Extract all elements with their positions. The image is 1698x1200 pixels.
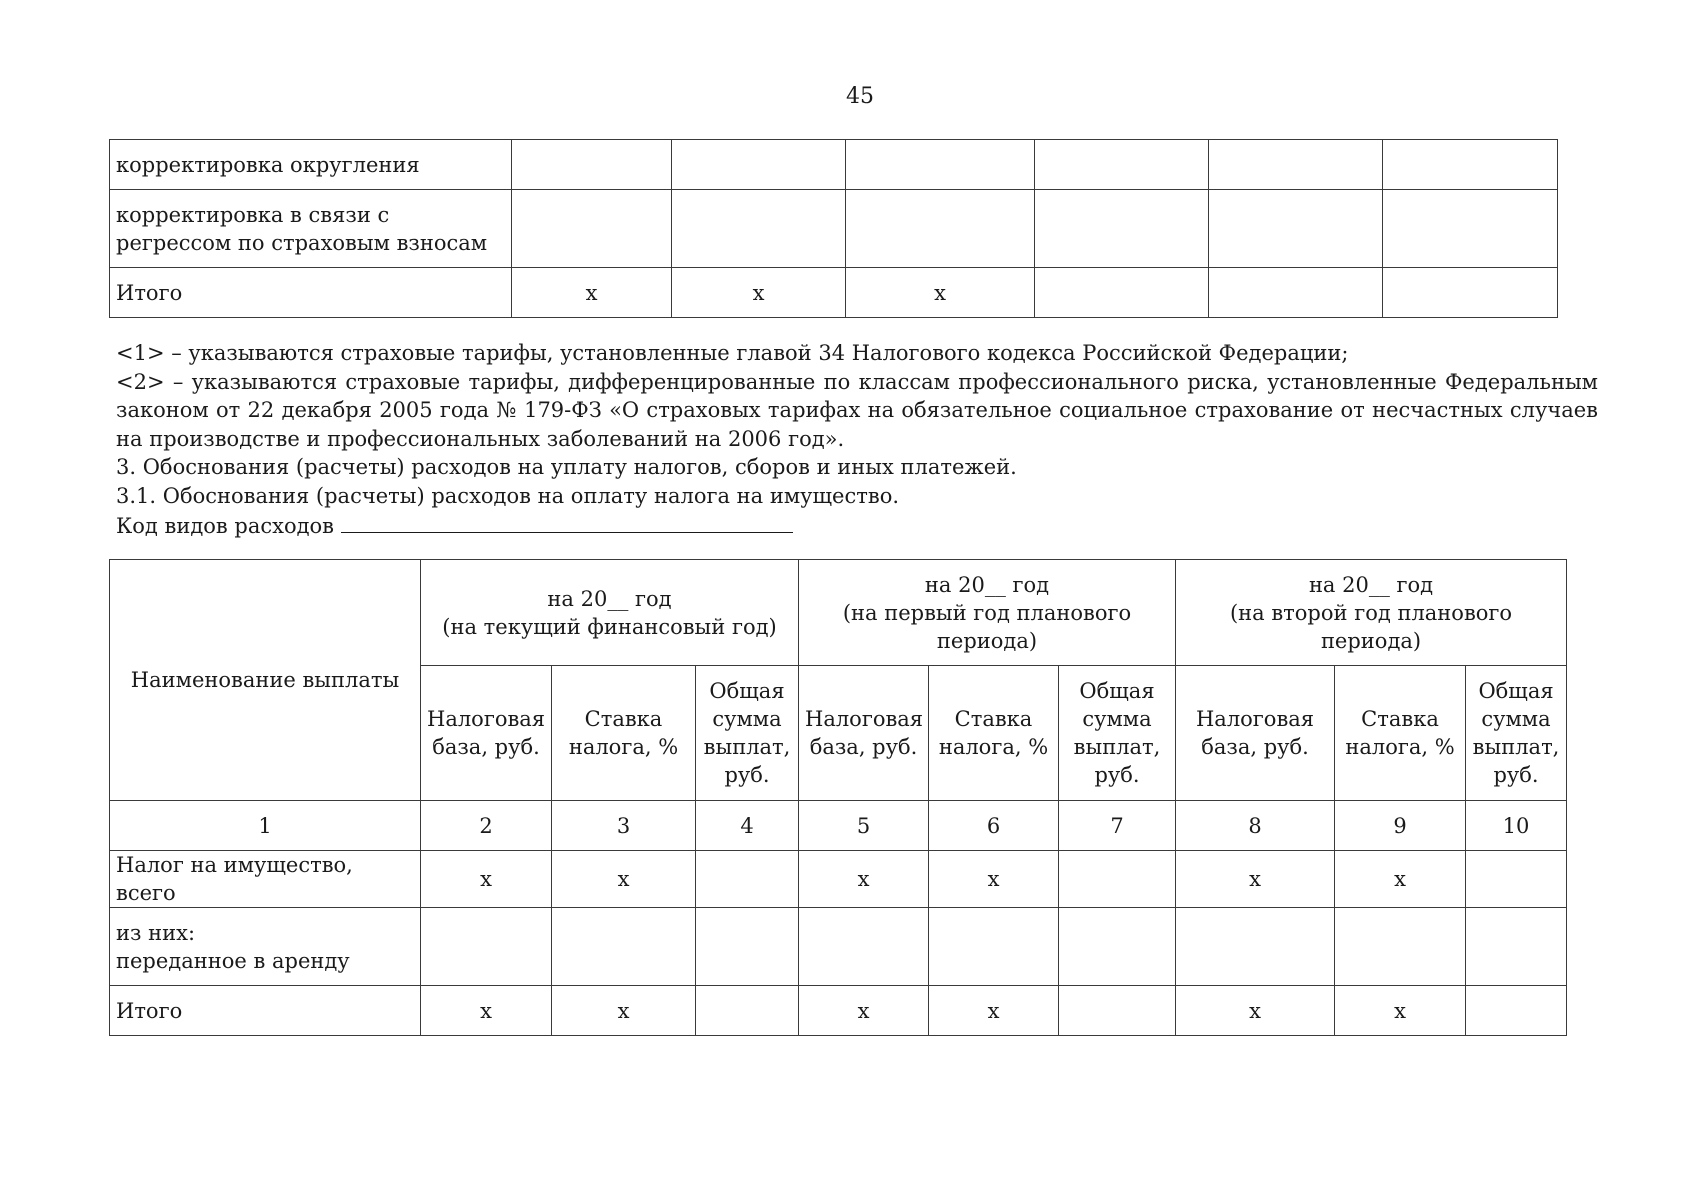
table-cell [672, 140, 846, 190]
column-number: 6 [929, 801, 1059, 851]
period-year: на 20__ год [924, 572, 1050, 597]
table-row [110, 190, 1558, 268]
row-label: Итого [110, 268, 512, 318]
row-label: Налог на имущество, всего [110, 851, 421, 908]
column-number: 7 [1059, 801, 1176, 851]
insurance-table-continuation [109, 139, 1558, 318]
table-cell: x [799, 986, 929, 1036]
table-cell: x [672, 268, 846, 318]
table-row [110, 908, 1567, 986]
table-cell: x [929, 851, 1059, 908]
table-cell [1035, 140, 1209, 190]
row-label: Итого [110, 986, 421, 1036]
table-row [110, 268, 1558, 318]
table-cell: x [1176, 986, 1335, 1036]
period-header-second-plan [1176, 560, 1567, 666]
table-cell [929, 908, 1059, 986]
row-label-line: переданное в аренду [116, 948, 350, 973]
table-cell: x [846, 268, 1035, 318]
table-cell: x [1335, 986, 1466, 1036]
table-cell: x [512, 268, 672, 318]
table-cell [1209, 140, 1383, 190]
subheader-total: Общая сумма выплат, руб. [1059, 666, 1176, 801]
subheader-total: Общая сумма выплат, руб. [696, 666, 799, 801]
subheader-tax-base: Налоговая база, руб. [1176, 666, 1335, 801]
table-cell: x [799, 851, 929, 908]
footnote-1: <1> – указываются страховые тарифы, установленные главой 34 Налогового кодекса Российской Федерации; [116, 341, 1349, 365]
column-number: 10 [1466, 801, 1567, 851]
table-cell [672, 190, 846, 268]
subheader-tax-rate: Ставка налога, % [552, 666, 696, 801]
table-cell [1059, 908, 1176, 986]
table-cell [696, 851, 799, 908]
table-cell [1035, 190, 1209, 268]
table-row [110, 140, 1558, 190]
table-cell [1466, 908, 1567, 986]
property-tax-table [109, 559, 1567, 1036]
table-cell [696, 908, 799, 986]
expense-code-blank [341, 510, 793, 533]
expense-code-line [116, 510, 1598, 541]
table-cell [1383, 190, 1558, 268]
table-cell: x [552, 986, 696, 1036]
header-row [110, 560, 1567, 666]
table-cell [1176, 908, 1335, 986]
row-label-line: из них: [116, 920, 196, 945]
column-number: 9 [1335, 801, 1466, 851]
table-cell: x [552, 851, 696, 908]
column-number: 1 [110, 801, 421, 851]
notes-block [116, 339, 1598, 541]
table-cell [846, 190, 1035, 268]
table-cell [696, 986, 799, 1036]
subheader-tax-rate: Ставка налога, % [1335, 666, 1466, 801]
table-cell [1383, 268, 1558, 318]
table-cell [512, 190, 672, 268]
table-row [110, 851, 1567, 908]
subheader-total: Общая сумма выплат, руб. [1466, 666, 1567, 801]
table-row [110, 986, 1567, 1036]
subheader-tax-rate: Ставка налога, % [929, 666, 1059, 801]
table-cell [799, 908, 929, 986]
table-cell: x [929, 986, 1059, 1036]
table-cell [512, 140, 672, 190]
expense-code-label: Код видов расходов [116, 514, 334, 538]
section-3-heading: 3. Обоснования (расчеты) расходов на уплату налогов, сборов и иных платежей. [116, 455, 1017, 479]
table-cell: x [1176, 851, 1335, 908]
row-label: корректировка округления [110, 140, 512, 190]
table-cell [421, 908, 552, 986]
footnote-2: <2> – указываются страховые тарифы, дифференцированные по классам профессионального риска, установленные Федеральным законом от 22 декабря 2005 года № 179-ФЗ «О страховых тарифах на обязательное социальное страхование от несчастных случаев на производстве и профессиональных заболеваний на 2006 год». [116, 369, 1598, 451]
period-desc: (на второй год планового периода) [1229, 600, 1513, 653]
table-cell [1209, 190, 1383, 268]
page-number: 45 [846, 84, 874, 109]
column-number: 2 [421, 801, 552, 851]
table-cell [1035, 268, 1209, 318]
table-cell: x [421, 986, 552, 1036]
column-number: 8 [1176, 801, 1335, 851]
subheader-tax-base: Налоговая база, руб. [799, 666, 929, 801]
table-cell [1335, 908, 1466, 986]
period-header-first-plan [799, 560, 1176, 666]
table-cell: x [1335, 851, 1466, 908]
row-label [110, 908, 421, 986]
period-desc: (на текущий финансовый год) [442, 614, 777, 639]
period-year: на 20__ год [1308, 572, 1434, 597]
period-desc: (на первый год планового периода) [842, 600, 1132, 653]
row-label: корректировка в связи с регрессом по страховым взносам [110, 190, 512, 268]
period-year: на 20__ год [547, 586, 672, 611]
subheader-tax-base: Налоговая база, руб. [421, 666, 552, 801]
column-number-row [110, 801, 1567, 851]
table-cell [846, 140, 1035, 190]
column-header-name: Наименование выплаты [110, 560, 421, 801]
table-cell [1466, 986, 1567, 1036]
column-number: 5 [799, 801, 929, 851]
table-cell [552, 908, 696, 986]
period-header-current [421, 560, 799, 666]
table-cell [1059, 851, 1176, 908]
column-number: 4 [696, 801, 799, 851]
table-cell [1466, 851, 1567, 908]
table-cell [1383, 140, 1558, 190]
table-cell: x [421, 851, 552, 908]
table-cell [1209, 268, 1383, 318]
column-number: 3 [552, 801, 696, 851]
section-3-1-heading: 3.1. Обоснования (расчеты) расходов на оплату налога на имущество. [116, 483, 900, 508]
table-cell [1059, 986, 1176, 1036]
